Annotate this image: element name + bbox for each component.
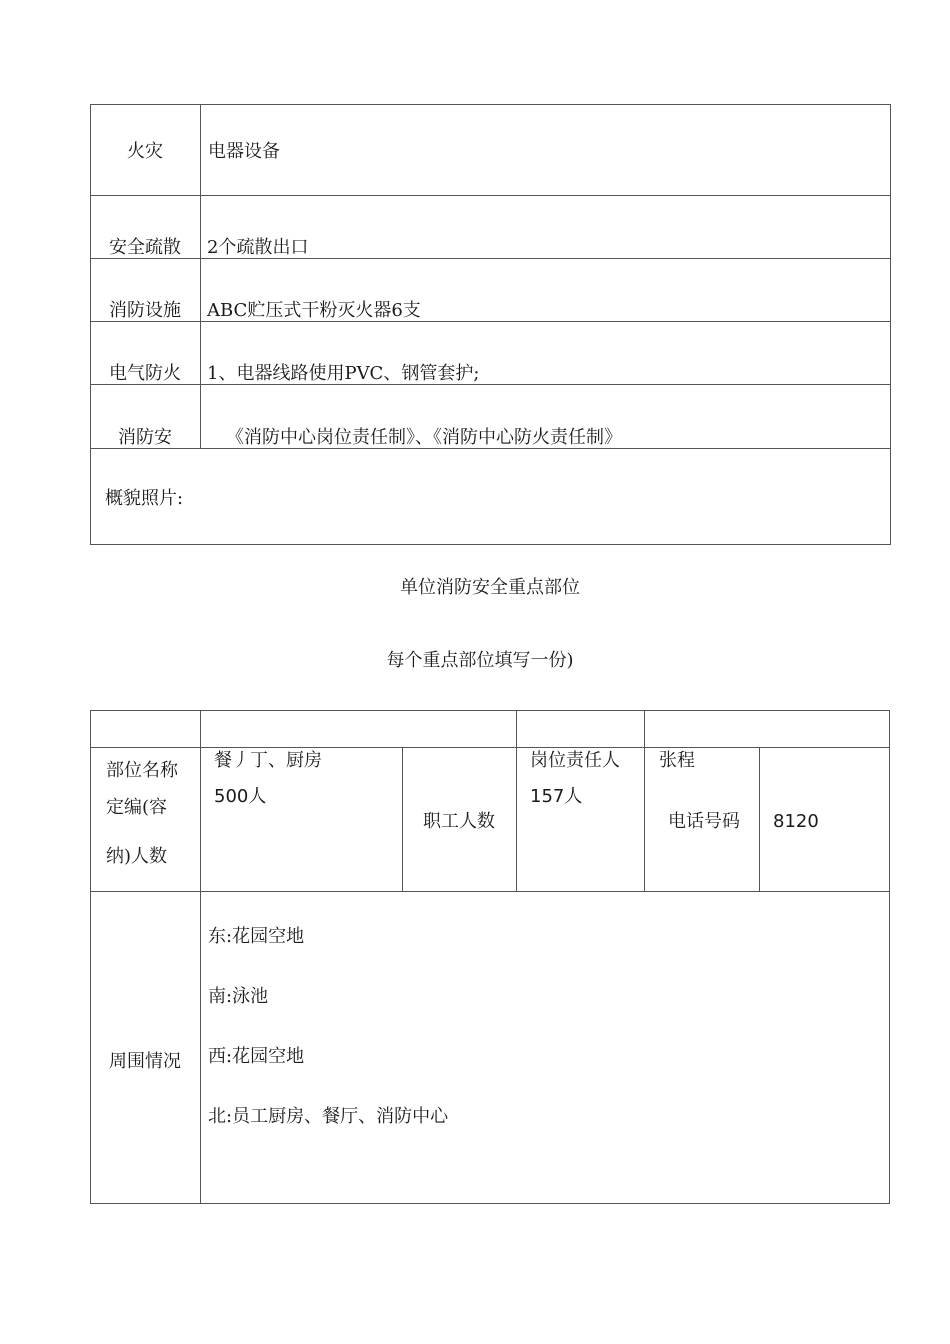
section-title: 单位消防安全重点部位: [400, 577, 580, 598]
surroundings-west: 西:花园空地: [208, 1046, 305, 1067]
table1-row-divider: [90, 195, 891, 196]
capacity-value: 500人: [214, 786, 267, 807]
safety-label: 消防安: [118, 427, 172, 448]
surroundings-south: 南:泳池: [208, 986, 269, 1007]
table1-border-left: [90, 104, 91, 545]
capacity-label-cont: 纳)人数: [106, 846, 168, 867]
table2-border-right: [889, 710, 890, 1204]
phone-value: 8120: [773, 811, 819, 832]
safety-value: 《消防中心岗位责任制》、《消防中心防火责任制》: [226, 427, 622, 448]
location-name-value: 餐丿丁、厨房: [214, 750, 322, 771]
evacuation-label: 安全疏散: [109, 237, 181, 258]
section-subtitle: 每个重点部位填写一份): [386, 650, 574, 671]
table2-column-divider: [644, 710, 645, 892]
surroundings-east: 东:花园空地: [208, 926, 305, 947]
table1-column-divider: [200, 104, 201, 449]
surroundings-label: 周围情况: [109, 1051, 181, 1072]
staff-count-value: 157人: [530, 786, 583, 807]
facility-label: 消防设施: [109, 300, 181, 321]
electric-value: 1、电器线路使用PVC、钢管套护;: [207, 363, 480, 384]
evacuation-value: 2个疏散出口: [207, 237, 309, 258]
phone-label: 电话号码: [668, 811, 740, 832]
table2-border-left: [90, 710, 91, 1204]
capacity-label: 定编(容: [106, 797, 168, 818]
surroundings-north: 北:员工厨房、餐厅、消防中心: [208, 1106, 449, 1127]
staff-count-label: 职工人数: [423, 811, 495, 832]
table2-border-top: [90, 710, 890, 711]
responsible-person-label: 岗位责任人: [530, 750, 620, 771]
table2-column-divider: [516, 710, 517, 892]
table2-border-bottom: [90, 1203, 890, 1204]
fire-value: 电器设备: [208, 141, 280, 162]
responsible-person-value: 张程: [659, 750, 695, 771]
fire-label: 火灾: [127, 141, 163, 162]
location-name-label: 部位名称: [106, 760, 178, 781]
table1-border-bottom: [90, 544, 891, 545]
photo-label: 概貌照片:: [105, 488, 184, 509]
facility-value: ABC贮压式干粉灭火器6支: [207, 300, 421, 321]
electric-label: 电气防火: [109, 363, 181, 384]
table2-column-divider: [759, 747, 760, 892]
table1-border-top: [90, 104, 891, 105]
table1-border-right: [890, 104, 891, 545]
table2-column-divider: [200, 710, 201, 1204]
table2-row-divider: [90, 891, 890, 892]
table2-row-divider: [90, 747, 890, 748]
